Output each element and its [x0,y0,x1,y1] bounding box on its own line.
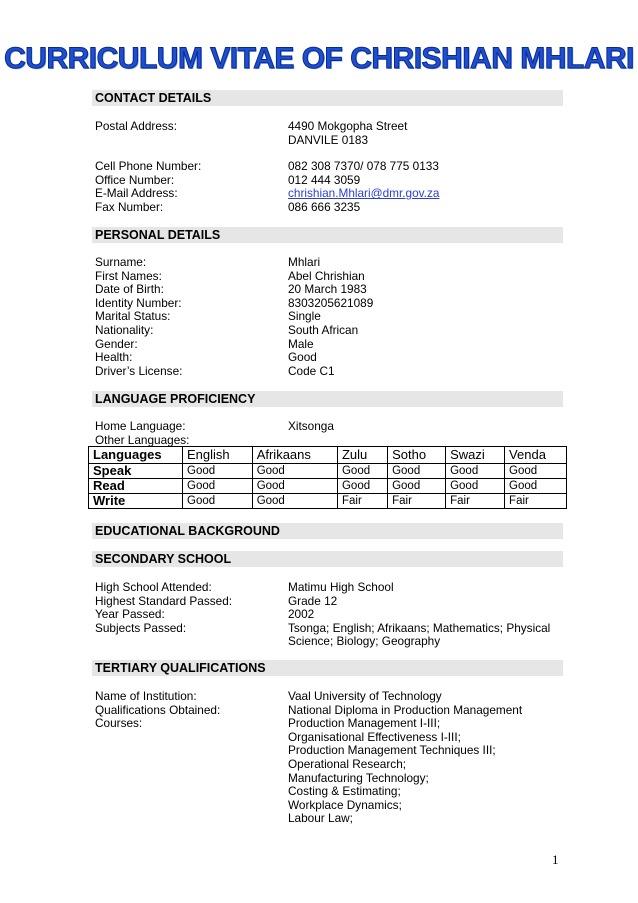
qualifications-label: Qualifications Obtained: [95,702,221,717]
identity-number-label: Identity Number: [95,295,182,310]
section-secondary-school: SECONDARY SCHOOL [92,551,563,567]
section-contact-details: CONTACT DETAILS [92,90,563,106]
first-names-value: Abel Chrishian [288,268,365,283]
table-cell: Good [183,479,253,494]
course-item: Organisational Effectiveness I-III; [288,729,461,744]
document-title: CURRICULUM VITAE OF CHRISHIAN MHLARI [4,42,634,75]
surname-label: Surname: [95,255,147,269]
subjects-passed-line1: Tsonga; English; Afrikaans; Mathematics; Physical [288,620,551,635]
cell-phone-value: 082 308 7370/ 078 775 0133 [288,159,439,173]
row-header: Write [89,494,183,509]
header-cell: Swazi [446,447,505,464]
table-row [89,479,567,494]
table-cell: Fair [388,494,446,509]
course-item: Production Management I-III; [288,716,441,731]
health-value: Good [288,350,317,365]
table-row [89,494,567,509]
other-languages-label: Other Languages: [95,432,190,447]
drivers-license-value: Code C1 [288,363,335,378]
postal-address-line2: DANVILE 0183 [288,132,369,147]
language-table-header [89,447,567,464]
table-cell: Good [337,479,387,494]
gender-label: Gender: [95,336,138,351]
highest-standard-value: Grade 12 [288,593,338,608]
cell-phone-label: Cell Phone Number: [95,159,202,173]
postal-address-line1: 4490 Mokgopha Street [288,119,408,133]
subjects-passed-label: Subjects Passed: [95,620,187,635]
table-cell: Fair [505,494,567,509]
year-passed-value: 2002 [288,607,315,622]
table-cell: Fair [337,494,387,509]
nationality-label: Nationality: [95,323,154,337]
health-label: Health: [95,350,133,365]
header-cell: English [183,447,253,464]
table-cell: Good [505,479,567,494]
highest-standard-label: Highest Standard Passed: [95,593,233,608]
institution-value: Vaal University of Technology [288,689,442,703]
header-cell: Afrikaans [252,447,337,464]
section-personal-details: PERSONAL DETAILS [92,227,563,243]
email-link[interactable]: chrishian.Mhlari@dmr.gov.za [288,186,440,201]
course-item: Labour Law; [288,811,353,826]
subjects-passed-line2: Science; Biology; Geography [288,634,441,649]
header-cell: Sotho [388,447,446,464]
page-number: 1 [552,852,559,867]
header-cell: Zulu [337,447,387,464]
table-row [89,464,567,479]
course-item: Workplace Dynamics; [288,797,402,812]
qualifications-value: National Diploma in Production Management [288,702,523,717]
table-cell: Good [252,464,337,479]
email-label: E-Mail Address: [95,186,178,201]
table-cell: Good [183,494,253,509]
date-of-birth-value: 20 March 1983 [288,282,367,297]
gender-value: Male [288,336,314,351]
year-passed-label: Year Passed: [95,607,165,622]
courses-label: Courses: [95,716,143,731]
table-cell: Good [505,464,567,479]
first-names-label: First Names: [95,268,162,283]
drivers-license-label: Driver’s License: [95,363,183,378]
course-item: Manufacturing Technology; [288,770,429,785]
high-school-label: High School Attended: [95,580,212,594]
office-number-value: 012 444 3059 [288,172,361,187]
home-language-value: Xitsonga [288,419,334,433]
header-cell: Languages [89,447,183,464]
nationality-value: South African [288,323,359,337]
table-cell: Good [388,479,446,494]
marital-status-value: Single [288,309,321,324]
language-table [88,446,567,509]
table-cell: Good [446,464,505,479]
high-school-value: Matimu High School [288,580,394,594]
row-header: Read [89,479,183,494]
postal-address-label: Postal Address: [95,119,177,133]
course-item: Operational Research; [288,757,407,771]
institution-label: Name of Institution: [95,689,197,703]
table-cell: Good [252,479,337,494]
fax-value: 086 666 3235 [288,199,361,214]
identity-number-value: 8303205621089 [288,295,374,310]
table-cell: Good [183,464,253,479]
surname-value: Mhlari [288,255,321,269]
table-cell: Good [446,479,505,494]
table-cell: Good [388,464,446,479]
course-item: Production Management Techniques III; [288,743,496,758]
section-educational-background: EDUCATIONAL BACKGROUND [92,523,563,539]
home-language-label: Home Language: [95,419,186,433]
table-cell: Fair [446,494,505,509]
row-header: Speak [89,464,183,479]
table-cell: Good [252,494,337,509]
header-cell: Venda [505,447,567,464]
fax-label: Fax Number: [95,199,164,214]
office-number-label: Office Number: [95,172,175,187]
section-tertiary-qualifications: TERTIARY QUALIFICATIONS [92,660,563,676]
marital-status-label: Marital Status: [95,309,171,324]
table-cell: Good [337,464,387,479]
course-item: Costing & Estimating; [288,784,401,799]
date-of-birth-label: Date of Birth: [95,282,164,297]
section-language-proficiency: LANGUAGE PROFICIENCY [92,391,563,407]
